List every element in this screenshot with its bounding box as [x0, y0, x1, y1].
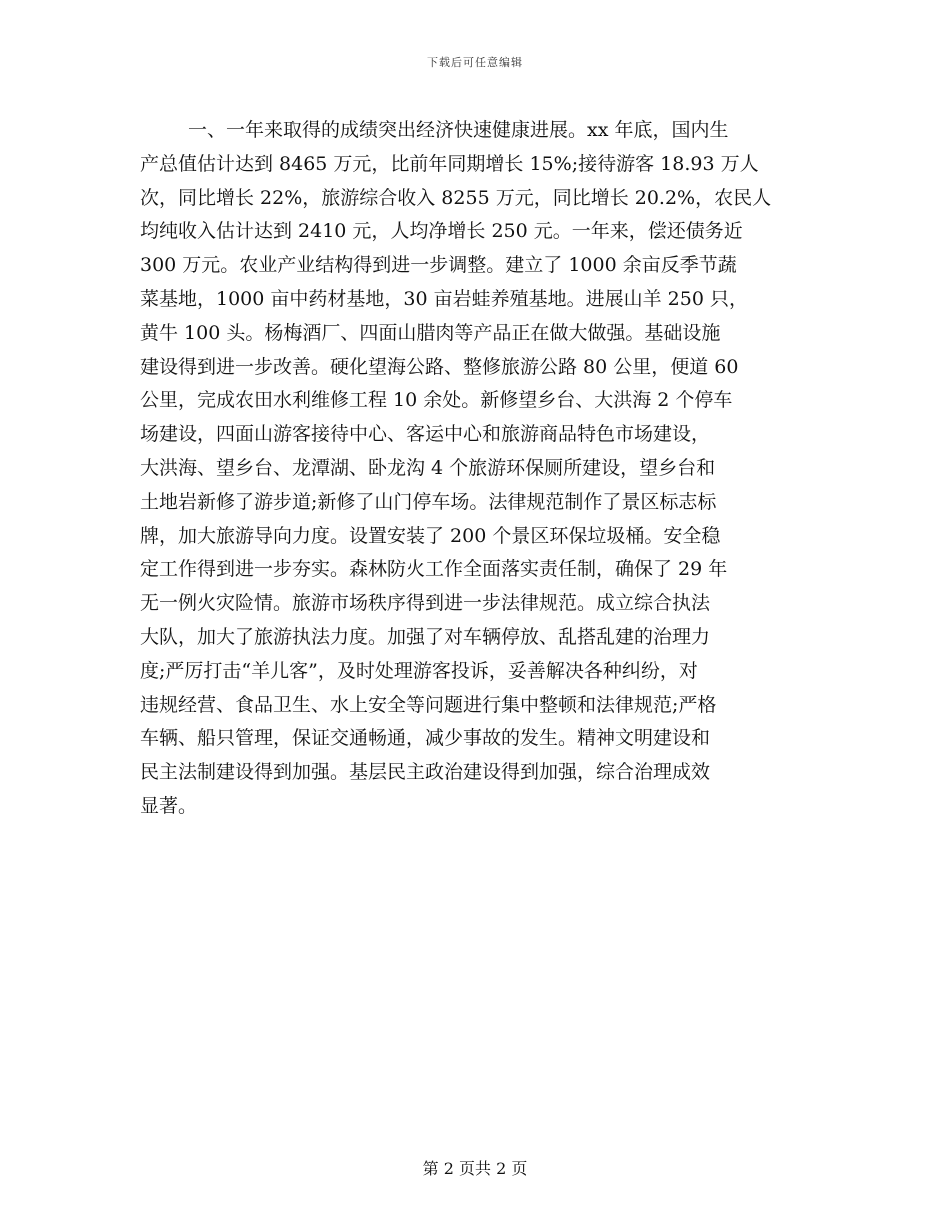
paragraph-line: 违规经营、食品卫生、水上安全等问题进行集中整顿和法律规范;严格: [140, 693, 717, 716]
paragraph-line: 显著。: [140, 794, 198, 817]
page-header: 下载后可任意编辑: [427, 56, 523, 69]
paragraph-line: 场建设，四面山游客接待中心、客运中心和旅游商品特色市场建设，: [140, 423, 711, 446]
paragraph-line: 次，同比增长 22%，旅游综合收入 8255 万元，同比增长 20.2%，农民人: [140, 186, 772, 209]
body-paragraph: [140, 114, 810, 824]
paragraph-line: 定工作得到进一步夯实。森林防火工作全面落实责任制，确保了 29 年: [140, 558, 728, 581]
page-number: 第 2 页共 2 页: [422, 1159, 528, 1178]
paragraph-line: 大队，加大了旅游执法力度。加强了对车辆停放、乱搭乱建的治理力: [140, 625, 711, 648]
paragraph-line: 均纯收入估计达到 2410 元，人均净增长 250 元。一年来，偿还债务近: [140, 220, 743, 243]
paragraph-line: 黄牛 100 头。杨梅酒厂、四面山腊肉等产品正在做大做强。基础设施: [140, 321, 721, 344]
paragraph-line: 产总值估计达到 8465 万元，比前年同期增长 15%;接待游客 18.93 万人: [140, 152, 759, 175]
paragraph-line: 公里，完成农田水利维修工程 10 余处。新修望乡台、大洪海 2 个停车: [140, 389, 733, 412]
paragraph-line: 一、一年来取得的成绩突出经济快速健康进展。xx 年底，国内生: [188, 119, 729, 141]
paragraph-line: 无一例火灾险情。旅游市场秩序得到进一步法律规范。成立综合执法: [140, 592, 711, 615]
paragraph-line: 建设得到进一步改善。硬化望海公路、整修旅游公路 80 公里，便道 60: [140, 355, 739, 378]
paragraph-line: 民主法制建设得到加强。基层民主政治建设得到加强，综合治理成效: [140, 761, 711, 784]
paragraph-line: 土地岩新修了游步道;新修了山门停车场。法律规范制作了景区标志标: [140, 490, 717, 513]
paragraph-line: 大洪海、望乡台、龙潭湖、卧龙沟 4 个旅游环保厕所建设，望乡台和: [140, 456, 716, 479]
paragraph-line: 车辆、船只管理，保证交通畅通，减少事故的发生。精神文明建设和: [140, 727, 711, 750]
paragraph-line: 300 万元。农业产业结构得到进一步调整。建立了 1000 余亩反季节蔬: [140, 254, 737, 277]
paragraph-line: 菜基地，1000 亩中药材基地，30 亩岩蛙养殖基地。进展山羊 250 只，: [140, 287, 748, 310]
paragraph-line: 度;严厉打击“羊儿客”，及时处理游客投诉，妥善解决各种纠纷，对: [140, 659, 698, 682]
paragraph-line: 牌，加大旅游导向力度。设置安装了 200 个景区环保垃圾桶。安全稳: [140, 524, 721, 547]
